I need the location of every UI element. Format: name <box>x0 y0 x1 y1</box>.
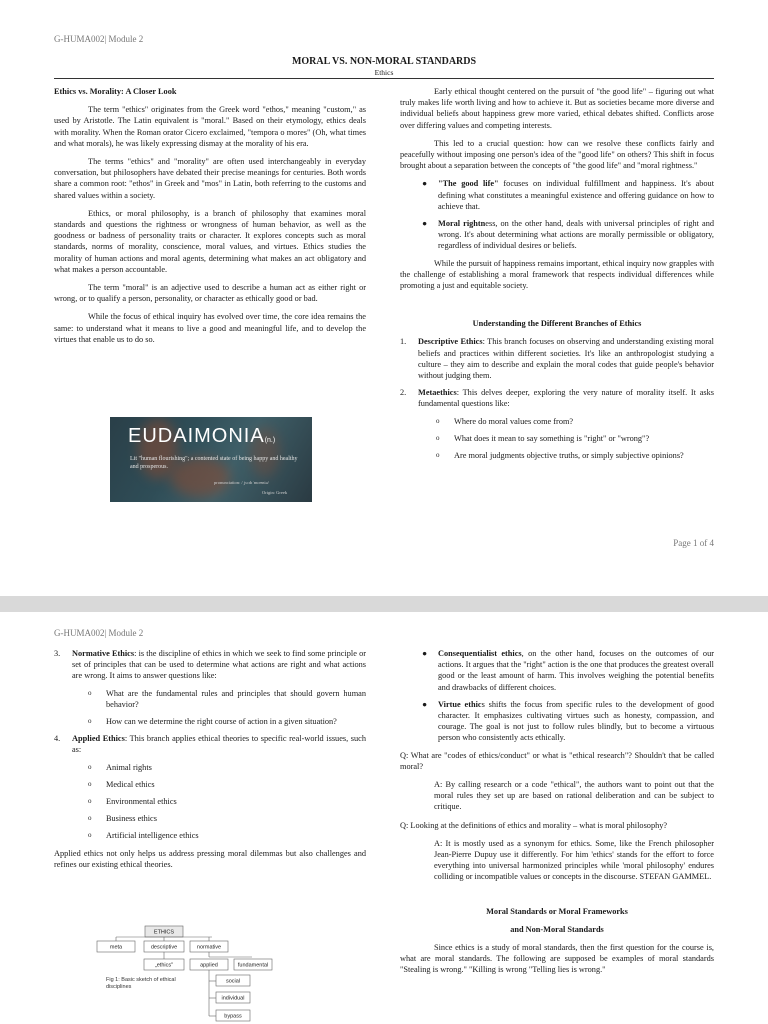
diagram-label-normative: normative <box>196 944 222 951</box>
section-heading: and Non-Moral Standards <box>510 924 604 934</box>
circle-bullet-icon: o <box>88 779 92 788</box>
section-heading: Moral Standards or Moral Frameworks <box>486 906 628 916</box>
diagram-label-fundamental: fundamental <box>237 962 269 969</box>
sub-bullet-item: o Are moral judgments objective truths, or simply subjective opinions? <box>436 451 684 461</box>
document-subtitle: Ethics <box>374 68 394 77</box>
document-title: MORAL VS. NON-MORAL STANDARDS <box>291 56 477 67</box>
circle-bullet-icon: o <box>88 717 92 726</box>
paragraph: Early ethical thought centered on the pursuit of "the good life" – figuring out what truly makes life worth living and how to achieve it. But as societies became more diverse and individual beliefs about happiness grew more varied, ethical debates shifted. Conflicts arose over differing values and competing interests. <box>400 87 714 130</box>
section-heading: Understanding the Different Branches of Ethics <box>472 319 642 329</box>
circle-bullet-icon: o <box>88 831 92 840</box>
circle-bullet-icon: o <box>88 814 92 823</box>
question: Q: Looking at the definitions of ethics and morality – what is moral philosophy? <box>400 820 668 830</box>
bullet-item: ● "The good life" focuses on individual fulfillment and happiness. It's about defining what constitutes a meaningful existence and offering guidance on how to achieve that. <box>422 179 715 211</box>
issue-item: o Artificial intelligence ethics <box>88 831 199 841</box>
paragraph: While the pursuit of happiness remains important, ethical inquiry now grapples with the challenge of establishing a moral framework that respects individual differences while promoting a just and equitable society. <box>400 258 714 291</box>
issue-item: o Animal rights <box>88 762 152 772</box>
section-heading: Ethics vs. Morality: A Closer Look <box>54 87 177 96</box>
paragraph: This led to a crucial question: how can we resolve these conflicts fairly and peacefully without imposing one person's idea of the "good life" on others? This shift in focus brought about a separation between the concepts of "the good life" and "moral rightness." <box>400 138 714 171</box>
numbered-item: 2. Metaethics: This delves deeper, exploring the very nature of morality itself. It asks fundamental questions like: <box>400 388 714 409</box>
diagram-label-meta: meta <box>109 944 123 951</box>
issue-item: o Business ethics <box>88 814 157 824</box>
bullet-item: ● Moral rightness, on the other hand, deals with universal principles of right and wrong. It's about determining what actions are morally permissible or obligatory, regardless of individual desires or beliefs. <box>422 219 714 251</box>
page2-right-column <box>400 648 714 983</box>
diagram-label-ethics-quote: „ethics" <box>154 962 174 969</box>
circle-bullet-icon: o <box>436 451 440 460</box>
sub-bullet-item: o Where do moral values come from? <box>436 416 574 426</box>
paragraph: The term "ethics" originates from the Greek word "ethos," meaning "custom," as used by Aristotle. The Latin equivalent is "moral." Based on their etymology, ethics deals with morality. When the Roman orator Cicero exclaimed, "tempora o mores" (Oh, what times and what morals), he was likely expressing dismay at the morality of his era. <box>54 105 366 148</box>
numbered-item: 1. Descriptive Ethics: This branch focuses on observing and understanding existing moral beliefs and practices within different societies. It's like an anthropologist studying a culture – they aim to describe and explain the moral codes that guide people's behavior without judging them. <box>400 337 714 381</box>
paragraph: Ethics, or moral philosophy, is a branch of philosophy that examines moral standards and questions the rightness or wrongness of human behavior, as well as the goodness or badness of personality traits or character. It explores concepts such as moral standards, norms of morality, conscience, moral values, and virtues. Ethics studies the morality of human actions and moral agents, determining what makes an act obligatory and what makes a person accountable. <box>54 208 366 274</box>
eudaimonia-origin: Origin: Greek <box>262 490 288 495</box>
paragraph: The terms "ethics" and "morality" are often used interchangeably in everyday conversation, but philosophers have debated their precise meanings for centuries. Both words share a common root: "ethos" in Greek and "mos" in Latin, both referring to the customs and shared values within a society. <box>54 157 366 200</box>
circle-bullet-icon: o <box>436 416 440 425</box>
eudaimonia-definition: Lit "human flourishing"; a contented state of being happy and healthy and prosperous. <box>130 456 298 470</box>
bullet-item: ● Consequentialist ethics, on the other hand, focuses on the outcomes of our actions. It argues that the "right" action is the one that produces the greatest overall good or the least amount of harm. This involves weighing the potential benefits and drawbacks of different choices. <box>422 649 714 692</box>
circle-bullet-icon: o <box>88 688 92 697</box>
eudaimonia-image <box>110 417 312 502</box>
bullet-icon: ● <box>422 219 428 229</box>
diagram-label-descriptive: descriptive <box>150 944 178 951</box>
page1-left-column <box>54 86 366 352</box>
paragraph: Applied ethics not only helps us address pressing moral dilemmas but also challenges and refines our existing ethical theories. <box>54 848 366 869</box>
page-number: Page 1 of 4 <box>673 538 714 548</box>
circle-bullet-icon: o <box>88 797 92 806</box>
paragraph: While the focus of ethical inquiry has evolved over time, the core idea remains the same: to understand what it means to live a good and meaningful life, and to develop the virtues that enable us to do so. <box>54 312 366 344</box>
eudaimonia-word: EUDAIMONIA(n.) <box>128 425 276 447</box>
diagram-label-bypass: bypass <box>224 1013 242 1020</box>
sub-bullet-item: o How can we determine the right course of action in a given situation? <box>88 717 337 727</box>
bullet-icon: ● <box>422 179 428 189</box>
diagram-label-social: social <box>225 978 241 985</box>
sub-bullet-item: o What does it mean to say something is "right" or "wrong"? <box>436 433 650 443</box>
answer: A: It is mostly used as a synonym for ethics. Some, like the French philosopher Jean-Pierre Dupuy use it differently. For him 'ethics' stands for the effort to force everything into universal harmonized principles while 'moral philosophy' endures colliding or incompatible values or concepts in the discourse. STEFAN GAMMEL. <box>434 838 714 882</box>
title-rule <box>54 78 714 79</box>
numbered-item: 3. Normative Ethics: is the discipline of ethics in which we seek to find some principle or set of principles that can be used to determine what actions are right and what actions are wrong. It aims to answer questions like: <box>54 649 366 681</box>
page1-right-column <box>400 86 714 467</box>
diagram-label-individual: individual <box>221 995 245 1002</box>
bullet-item: ● Virtue ethics shifts the focus from specific rules to the development of good character. It emphasizes cultivating virtues such as honesty, compassion, and courage. The goal is not just to follow rules blindly, but to become a virtuous person who consistently acts ethically. <box>422 699 714 743</box>
page-header: G-HUMA002| Module 2 <box>54 34 144 44</box>
answer: A: By calling research or a code "ethical", the authors want to point out that the moral rules they set up are based on rational deliberation and can be subject to critique. <box>434 780 714 812</box>
numbered-item: 4. Applied Ethics: This branch applies ethical theories to specific real-world issues, such as: <box>54 734 366 755</box>
issue-item: o Medical ethics <box>88 779 155 789</box>
bullet-icon: ● <box>422 649 428 658</box>
ethics-disciplines-diagram <box>92 923 292 1024</box>
diagram-label-ethics: ETHICS <box>153 929 175 936</box>
diagram-label-applied: applied <box>200 962 218 969</box>
issue-item: o Environmental ethics <box>88 797 177 807</box>
circle-bullet-icon: o <box>436 433 440 442</box>
page2-left-column <box>54 648 366 877</box>
paragraph: Since ethics is a study of moral standards, then the first question for the course is, what are moral standards. The following are supposed be examples of moral standards "Stealing is wrong." "Killing is wrong "Telling lies is wrong." <box>400 943 714 975</box>
sub-bullet-item: o What are the fundamental rules and principles that should govern human behavior? <box>88 688 366 709</box>
paragraph: The term "moral" is an adjective used to describe a human act as either right or wrong, or to qualify a person, personality, or character as ethically good or bad. <box>54 283 366 304</box>
diagram-caption: Fig 1: Basic sketch of ethical disciplines <box>106 977 176 990</box>
question: Q: What are "codes of ethics/conduct" or what is "ethical research"? Shouldn't that be called moral? <box>400 750 714 771</box>
page-header: G-HUMA002| Module 2 <box>54 628 144 638</box>
bullet-icon: ● <box>422 699 428 709</box>
circle-bullet-icon: o <box>88 762 92 771</box>
eudaimonia-pronunciation: pronunciation: /ˌjuːdɪˈmoʊniə/ <box>214 480 269 485</box>
